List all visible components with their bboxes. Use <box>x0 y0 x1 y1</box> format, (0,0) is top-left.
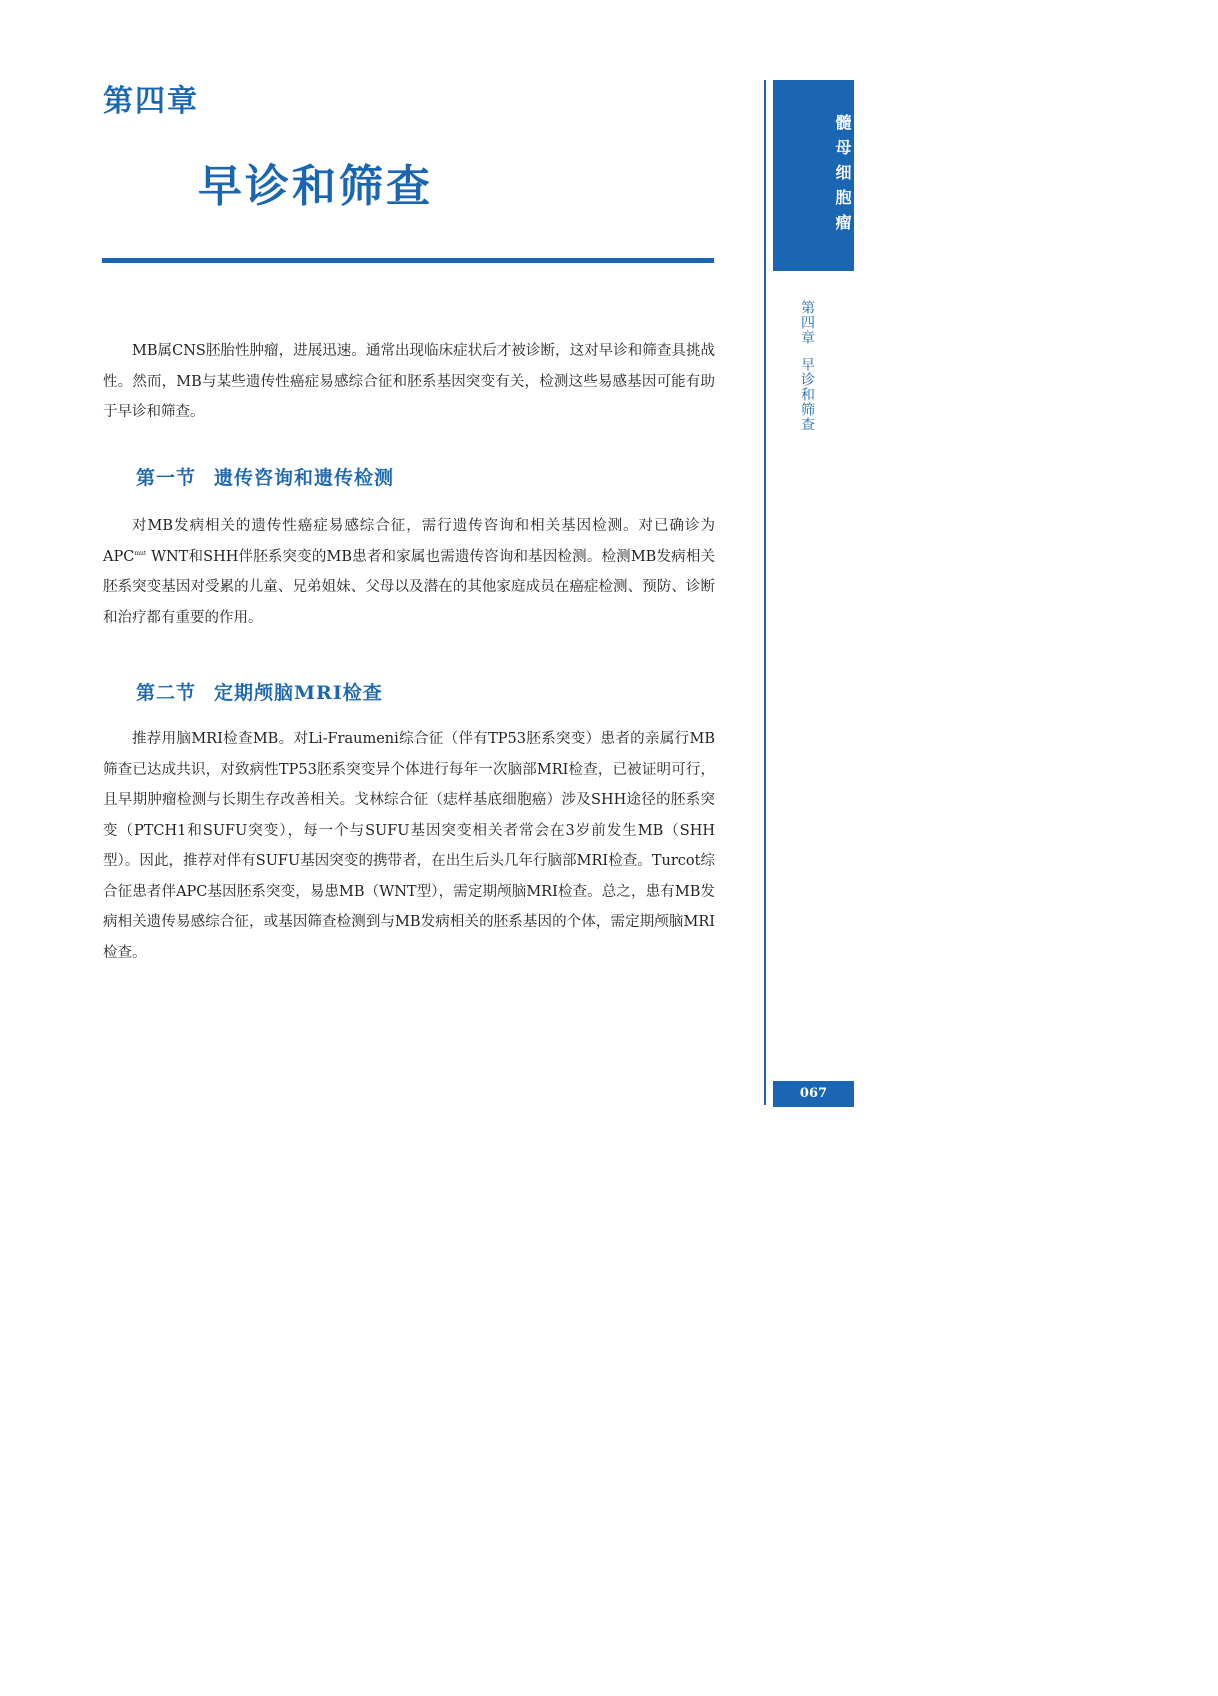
intro-paragraph: MB属CNS胚胎性肿瘤，进展迅速。通常出现临床症状后才被诊断，这对早诊和筛查具挑战性。然而，MB与某些遗传性癌症易感综合征和胚系基因突变有关，检测这些易感基因可能有助于早诊和筛查。 <box>103 343 715 420</box>
chapter-label: 第四章 <box>103 84 199 119</box>
chapter-title: 早诊和筛查 <box>198 161 433 212</box>
section-2-paragraph: 推荐用脑MRI检查MB。对Li-Fraumeni综合征（伴有TP53胚系突变）患者的亲属行MB筛查已达成共识，对致病性TP53胚系突变异个体进行每年一次脑部MRI检查，已被证明可行，且早期肿瘤检测与长期生存改善相关。戈林综合征（痣样基底细胞癌）涉及SHH途径的胚系突变（PTCH1和SUFU突变），每一个与SUFU基因突变相关者常会在3岁前发生MB（SHH型）。因此，推荐对伴有SUFU基因突变的携带者，在出生后头几年行脑部MRI检查。Turcot综合征患者伴APC基因胚系突变，易患MB（WNT型），需定期颅脑MRI检查。总之，患有MB发病相关遗传易感综合征，或基因筛查检测到与MB发病相关的胚系基因的个体，需定期颅脑MRI检查。 <box>103 731 715 961</box>
sidebar-chapter-title: 早诊和筛查 <box>799 357 815 432</box>
page-number: 067 <box>773 1081 854 1107</box>
section-2-number: 第二节 <box>136 682 197 704</box>
section-1-text-b: WNT和SHH伴胚系突变的MB患者和家属也需遗传咨询和基因检测。检测MB发病相关胚系突变基因对受累的儿童、兄弟姐妹、父母以及潜在的其他家庭成员在癌症检测、预防、诊断和治疗都有重要的作用。 <box>103 548 715 626</box>
sidebar-vertical-rule <box>764 80 766 1105</box>
section-1-text-a: 对MB发病相关的遗传性癌症易感综合征，需行遗传咨询和相关基因检测。对已确诊为APC <box>103 518 715 565</box>
section-2-title: 定期颅脑MRI检查 <box>214 682 383 704</box>
sidebar-book-block <box>773 80 854 271</box>
sidebar-book-title: 髓母细胞瘤 <box>833 114 852 239</box>
section-1-paragraph <box>103 511 715 633</box>
section-2-heading <box>136 678 383 705</box>
apc-mut-superscript: mut <box>134 549 147 557</box>
title-rule <box>102 258 714 263</box>
section-1-title: 遗传咨询和遗传检测 <box>214 467 395 489</box>
sidebar-chapter-number: 第四章 <box>799 300 815 345</box>
section-1-heading <box>136 463 394 490</box>
section-1-number: 第一节 <box>136 467 197 489</box>
sidebar-chapter-label <box>797 300 817 432</box>
